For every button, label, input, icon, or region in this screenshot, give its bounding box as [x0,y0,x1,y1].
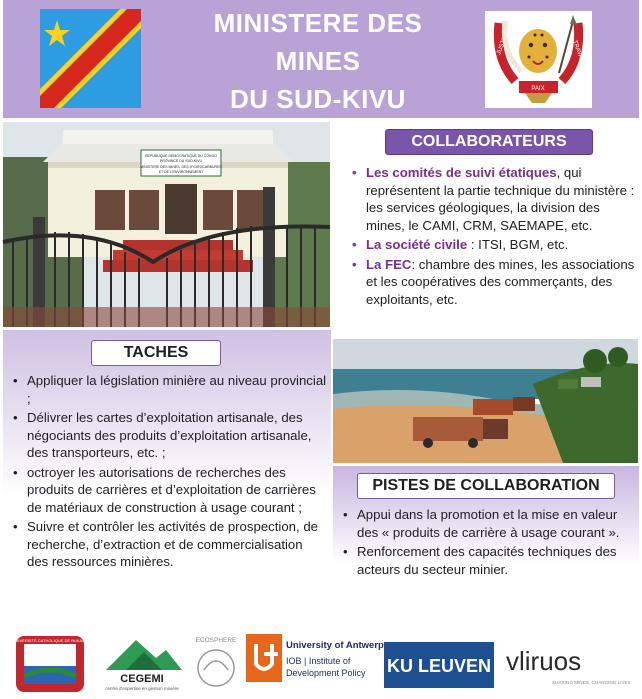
collaborateurs-heading: COLLABORATEURS [385,129,593,155]
svg-text:SHARING MINDS, CHANGING LIVES: SHARING MINDS, CHANGING LIVES [552,680,631,685]
kuleuven-logo-icon [384,642,494,688]
antwerp-logo-icon [246,634,384,690]
svg-text:Development Policy: Development Policy [286,668,366,678]
svg-text:University of Antwerp: University of Antwerp [286,640,384,651]
taches-heading: TACHES [91,340,221,366]
collaborateurs-section [339,122,639,335]
pistes-list [341,506,635,580]
coat-of-arms-icon [485,11,592,108]
list-item: • octroyer les autorisations de recherches des produits de carrières et d’exploitation de carrières de matériaux de construction à usage courant ; [11,464,327,517]
svg-text:centre d'expertise en gestion: centre d'expertise en gestion minière [105,686,179,691]
list-item: • La société civile : ITSI, BGM, etc. [350,236,636,254]
drc-flag-icon [40,9,141,108]
title-line-2: MINES [275,46,361,76]
taches-section [3,330,331,607]
svg-text:PAIX: PAIX [531,86,545,92]
svg-text:CEGEMI: CEGEMI [120,673,164,685]
taches-list [11,372,327,573]
list-item: • La FEC: chambre des mines, les associations et les coopératives des commerçants, des exploitants, etc. [350,256,636,309]
collaborateurs-list [350,164,636,310]
pistes-heading: PISTES DE COLLABORATION [357,473,615,499]
list-item: • Les comités de suivi étatiques, qui représentent la partie technique du ministère : les services géologiques, la division des mines, le CAMI, CRM, SAEMAPE, etc. [350,164,636,234]
ecosphere-logo-icon [190,632,242,694]
ministry-building-photo [3,122,330,327]
list-item: • Appui dans la promotion et la mise en valeur des « produits de carrière à usage courant ». [341,506,635,541]
quarry-beach-photo [333,339,638,463]
svg-text:ET DE L'ENVIRONNEMENT: ET DE L'ENVIRONNEMENT [158,170,204,174]
svg-text:ECOSPHERE: ECOSPHERE [195,637,237,644]
page-title [150,4,486,118]
svg-text:REPUBLIQUE DEMOCRATIQUE DU CON: REPUBLIQUE DEMOCRATIQUE DU CONGO [144,154,218,158]
list-item: • Renforcement des capacités techniques des acteurs du secteur minier. [341,543,635,578]
svg-text:vliruos: vliruos [506,646,582,676]
svg-text:UNIVERSITÉ CATHOLIQUE DE BUKAV: UNIVERSITÉ CATHOLIQUE DE BUKAVU [12,638,88,643]
ucb-logo-icon [10,634,90,694]
title-line-3: DU SUD-KIVU [230,84,406,114]
list-item: • Délivrer les cartes d’exploitation artisanale, des négociants des produits d’exploitation artisanale, des transporteurs, etc. ; [11,409,327,462]
svg-text:PROVINCE DU SUD-KIVU: PROVINCE DU SUD-KIVU [159,159,203,163]
cegemi-logo-icon [96,632,188,694]
list-item: • Appliquer la législation minière au niveau provincial ; [11,372,327,407]
svg-text:MINISTERE DES MINES, DES HYDRO: MINISTERE DES MINES, DES HYDROCARBURES [140,165,222,169]
svg-text:IOB | Institute of: IOB | Institute of [286,656,351,666]
partner-logos [0,610,642,699]
svg-text:KU LEUVEN: KU LEUVEN [386,656,492,676]
vliruos-logo-icon [504,638,634,690]
title-line-1: MINISTERE DES [213,8,423,38]
pistes-section [333,466,639,607]
svg-text:JUSTICE: JUSTICE [496,30,511,56]
list-item: • Suivre et contrôler les activités de prospection, de recherche, d’extraction et de commercialisation des ressources minières. [11,518,327,571]
svg-text:TRAVAIL: TRAVAIL [571,39,586,65]
